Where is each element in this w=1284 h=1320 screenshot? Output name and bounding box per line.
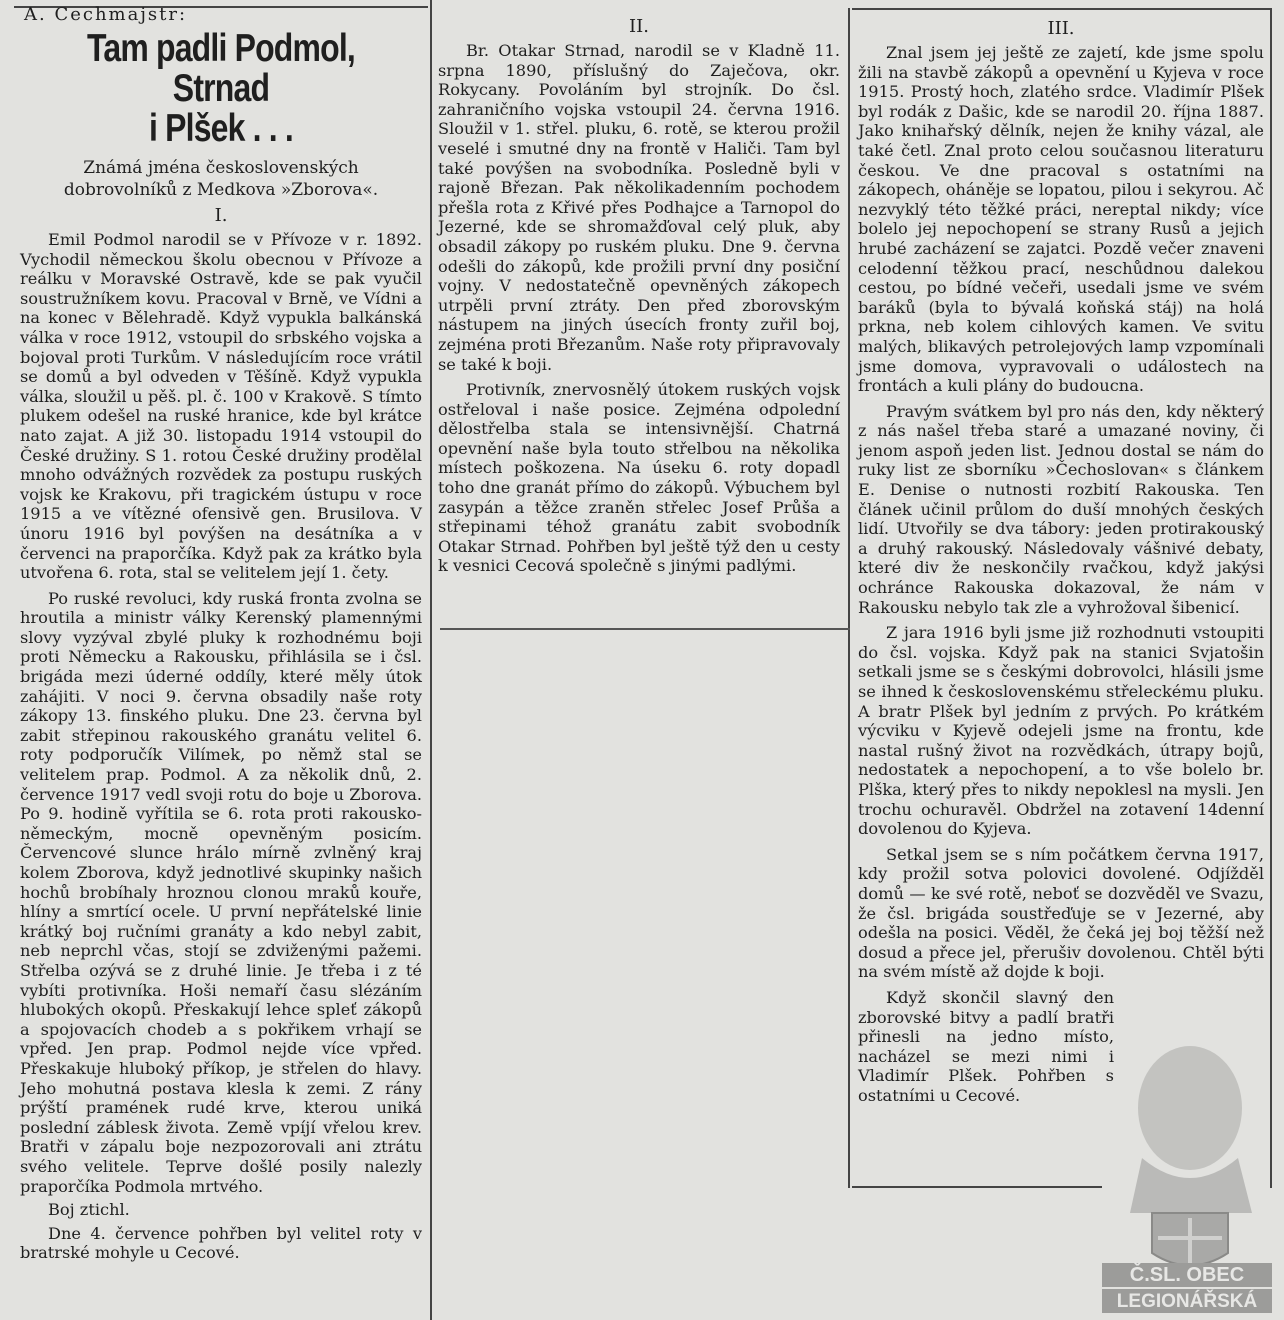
paragraph: Setkal jsem se s ním počátkem června 1917, kdy prožil sotva polovici dovolené. Odjížděl domů — ke své rotě, neboť se dozvěděl ve Svazu, že čsl. brigáda soustřeďuje se v Jezerné, aby odešla na posici. Věděl, že čeká jej boj těžší než dosud a přece jel, přerušiv dovolenou. Chtěl býti na svém místě až dojde k boji. (858, 844, 1264, 982)
legionary-emblem-icon (1102, 1038, 1272, 1313)
legion-watermark-logo (1102, 1038, 1272, 1313)
paragraph: Pravým svátkem byl pro nás den, kdy některý z nás našel třeba staré a umazané noviny, či jenom aspoň jeden list. Jednou dostal se nám do ruky list ze sborníku »Čechoslovan« s článkem E. Denise o nutnosti rozbití Rakouska. Ten článek učinil průlom do duší mnohých českých lidí. Utvořily se dva tábory: jeden protirakouský a druhý rakouský. Následovaly vášnivé debaty, které div že neskončily rvačkou, když jakýsi ochránce Rakouska dokazoval, že nám v Rakousku nebylo tak zle a vyhrožoval šibenicí. (858, 401, 1264, 617)
stamp-line-1: Č.SL. OBEC (1129, 1264, 1245, 1286)
right-border (1270, 8, 1272, 1188)
headline (56, 29, 386, 149)
column-2-end-rule (440, 628, 850, 630)
column-3 (852, 0, 1270, 1185)
byline: A. Cechmajstr: (24, 4, 188, 25)
headline-line-2: i Plšek . . . (148, 107, 293, 150)
column-2 (432, 0, 846, 630)
column-rule-right (848, 8, 850, 1188)
paragraph: Když skončil slavný den zborovské bitvy a padlí bratři přinesli na jedno místo, nacházel se mezi nimi i Vladimír Plšek. Pohřben s ostatními u Cecové. (858, 987, 1114, 1105)
paragraph: Po ruské revoluci, kdy ruská fronta zvolna se hroutila a ministr války Kerenský plamennými slovy vyzýval zbylé pluky k rozhodnému boji proti Německu a Rakousku, přihlásila se i čsl. brigáda mezi úderné oddíly, které měly útok zahájiti. V noci 9. června obsadily naše roty zákopy 13. finského pluku. Dne 23. června byl zabit střepinou rakouského granátu velitel 6. roty podporučík Vilímek, po němž stal se velitelem prap. Podmol. A za několik dnů, 2. července 1917 vedl svoji rotu do boje u Zborova. Po 9. hodině vyřítila se 6. rota proti rakousko-německým, mocně opevněným posicím. Červencové slunce hrálo mírně zvlněný kraj kolem Zborova, když jednotlivé skupinky našich hochů brobíhaly hroznou clonou mraků kouře, hlíny a smrtící ocele. U první nepřátelské linie krátký boj ručními granáty a kdo nebyl zabit, neb neprchl včas, stojí se zdviženými pažemi. Střelba ozývá se z druhé linie. Je třeba i z té vybíti protivníka. Hoši nemaří času slézáním hlubokých okopů. Přeskakují lehce spleť zákopů a spojovacích chodeb a s pokřikem vrhají se vpřed. Jen prap. Podmol nejde více vpřed. Přeskakuje hluboký příkop, je střelen do hlavy. Jeho mohutná postava klesla k zemi. Z rány prýští pramének rudé krve, kterou uniká poslední záblesk života. Země vpíjí vřelou krev. Bratři v zápalu boje nezpozorovali ani ztrátu svého velitele. Teprve došlé posily nalezly praporčíka Podmola mrtvého. (20, 588, 422, 1196)
paragraph: Protivník, znervosnělý útokem ruských vojsk ostřeloval i naše posice. Zejména odpolední dělostřelba stala se intensivnější. Chatrná opevnění naše byla touto střelbou na několika místech poškozena. Na úseku 6. roty dopadl toho dne granát přímo do zákopů. Výbuchem byl zasypán a těžce zraněn střelec Josef Průša a střepinami téhož granátu zabit svobodník Otakar Strnad. Pohřben byl ještě týž den u cesty k vesnici Cecová společně s jinými padlými. (438, 380, 840, 576)
paragraph: Emil Podmol narodil se v Přívoze v r. 1892. Vychodil německou školu obecnou v Přívoze a reálku v Moravské Ostravě, kde se pak vyučil soustružníkem kovu. Pracoval v Brně, ve Vídni a na konec v Bělehradě. Když vypukla balkánská válka v roce 1912, vstoupil do srbského vojska a bojoval proti Turkům. V následujícím roce vrátil se domů a byl odveden v Těšíně. Když vypukla válka, sloužil u pěš. pl. č. 100 v Krakově. S tímto plukem odešel na ruské hranice, kde byl krátce nato zajat. A již 30. listopadu 1914 vstoupil do České družiny. S 1. rotou České družiny prodělal mnoho odvážných rozvědek za postupu ruských vojsk ke Krakovu, při tragickém ústupu v roce 1915 a ve vítězné ofensivě gen. Brusilova. V únoru 1916 byl povýšen na desátníka a v červenci na praporčíka. Když pak za krátko byla utvořena 6. rota, stal se velitelem její 1. čety. (20, 230, 422, 583)
headline-line-1: Tam padli Podmol, Strnad (87, 27, 355, 110)
section-number-3: III. (1047, 18, 1075, 39)
paragraph: Dne 4. července pohřben byl velitel roty v bratrské mohyle u Cecové. (20, 1223, 422, 1263)
paragraph: Br. Otakar Strnad, narodil se v Kladně 11. srpna 1890, příslušný do Zaječova, okr. Rokycany. Povoláním byl strojník. Do čsl. zahraničního vojska vstoupil 24. června 1916. Sloužil v 1. střel. pluku, 6. rotě, se kterou prožil veselé i smutné dny na frontě v Haliči. Tam byl také povýšen na svobodníka. Posledně byli v rajoně Březan. Pak několikadenním pochodem přešla rota z Křivé přes Podhajce a Tarnopol do Jezerné, kde se shromažďoval celý pluk, aby obsadil zákopy po ruském pluku. Dne 9. června odešli do zákopů, kde prožili první dny posiční vojny. V nedostatečně opevněných zákopech utrpěli první ztráty. Den před zborovským nástupem na jiných úsecích fronty zuřil boj, zejména proti Březanům. Naše roty připravovaly se také k boji. (438, 41, 840, 374)
bottom-rule-right (852, 1186, 1102, 1188)
stamp-line-2: LEGIONÁŘSKÁ (1116, 1291, 1258, 1312)
section-number-1: I. (214, 205, 228, 226)
subtitle: Známá jména československých dobrovolníků z Medkova »Zborova«. (63, 158, 379, 200)
paragraph: Z jara 1916 byli jsme již rozhodnuti vstoupiti do čsl. vojska. Když pak na stanici Svjatošin setkali jsme se s českými dobrovolci, hlásili jsme se ihned k československému střeleckému pluku. A bratr Plšek byl jedním z prvých. Po krátkém výcviku v Kyjevě odejeli jsme na frontu, kde nastal rušný život na rozvědkách, útrapy bojů, nedostatek a nepochopení, a to vše bolelo br. Plška, který přes to nikdy nepoklesl na mysli. Jen trochu ochuravěl. Obdržel na zotavení 14denní dovolenou do Kyjeva. (858, 623, 1264, 839)
section-number-2: II. (629, 16, 649, 37)
short-line: Boj ztichl. (48, 1200, 130, 1220)
paragraph: Znal jsem jej ještě ze zajetí, kde jsme spolu žili na stavbě zákopů a opevnění u Kyjeva v roce 1915. Prostý hoch, zlatého srdce. Vladimír Plšek byl rodák z Dašic, kde se narodil 20. října 1887. Jako knihařský dělník, nejen že knihy vázal, ale také četl. Znal proto celou současnou literaturu českou. Ve dne pracoval s ostatními na zákopech, oháněje se lopatou, pilou i sekyrou. Ač nezvyklý této těžké práci, nereptal nikdy; více bolelo jej nepochopení se strany Rusů a jejich hrubé zacházení se zajatci. Pozdě večer znaveni celodenní těžkou prací, neschůdnou dalekou cestou, po bídné večeři, usedali jsme ve svém baráků (byla to bývalá koňská stáj) na holá prkna, neb kolem cihlových kamen. Ve svitu malých, blikavých petrolejových lamp vzpomínali jsme domova, vypravovali o událostech na frontách a kuli plány do budoucna. (858, 43, 1264, 396)
column-1 (14, 0, 428, 1320)
